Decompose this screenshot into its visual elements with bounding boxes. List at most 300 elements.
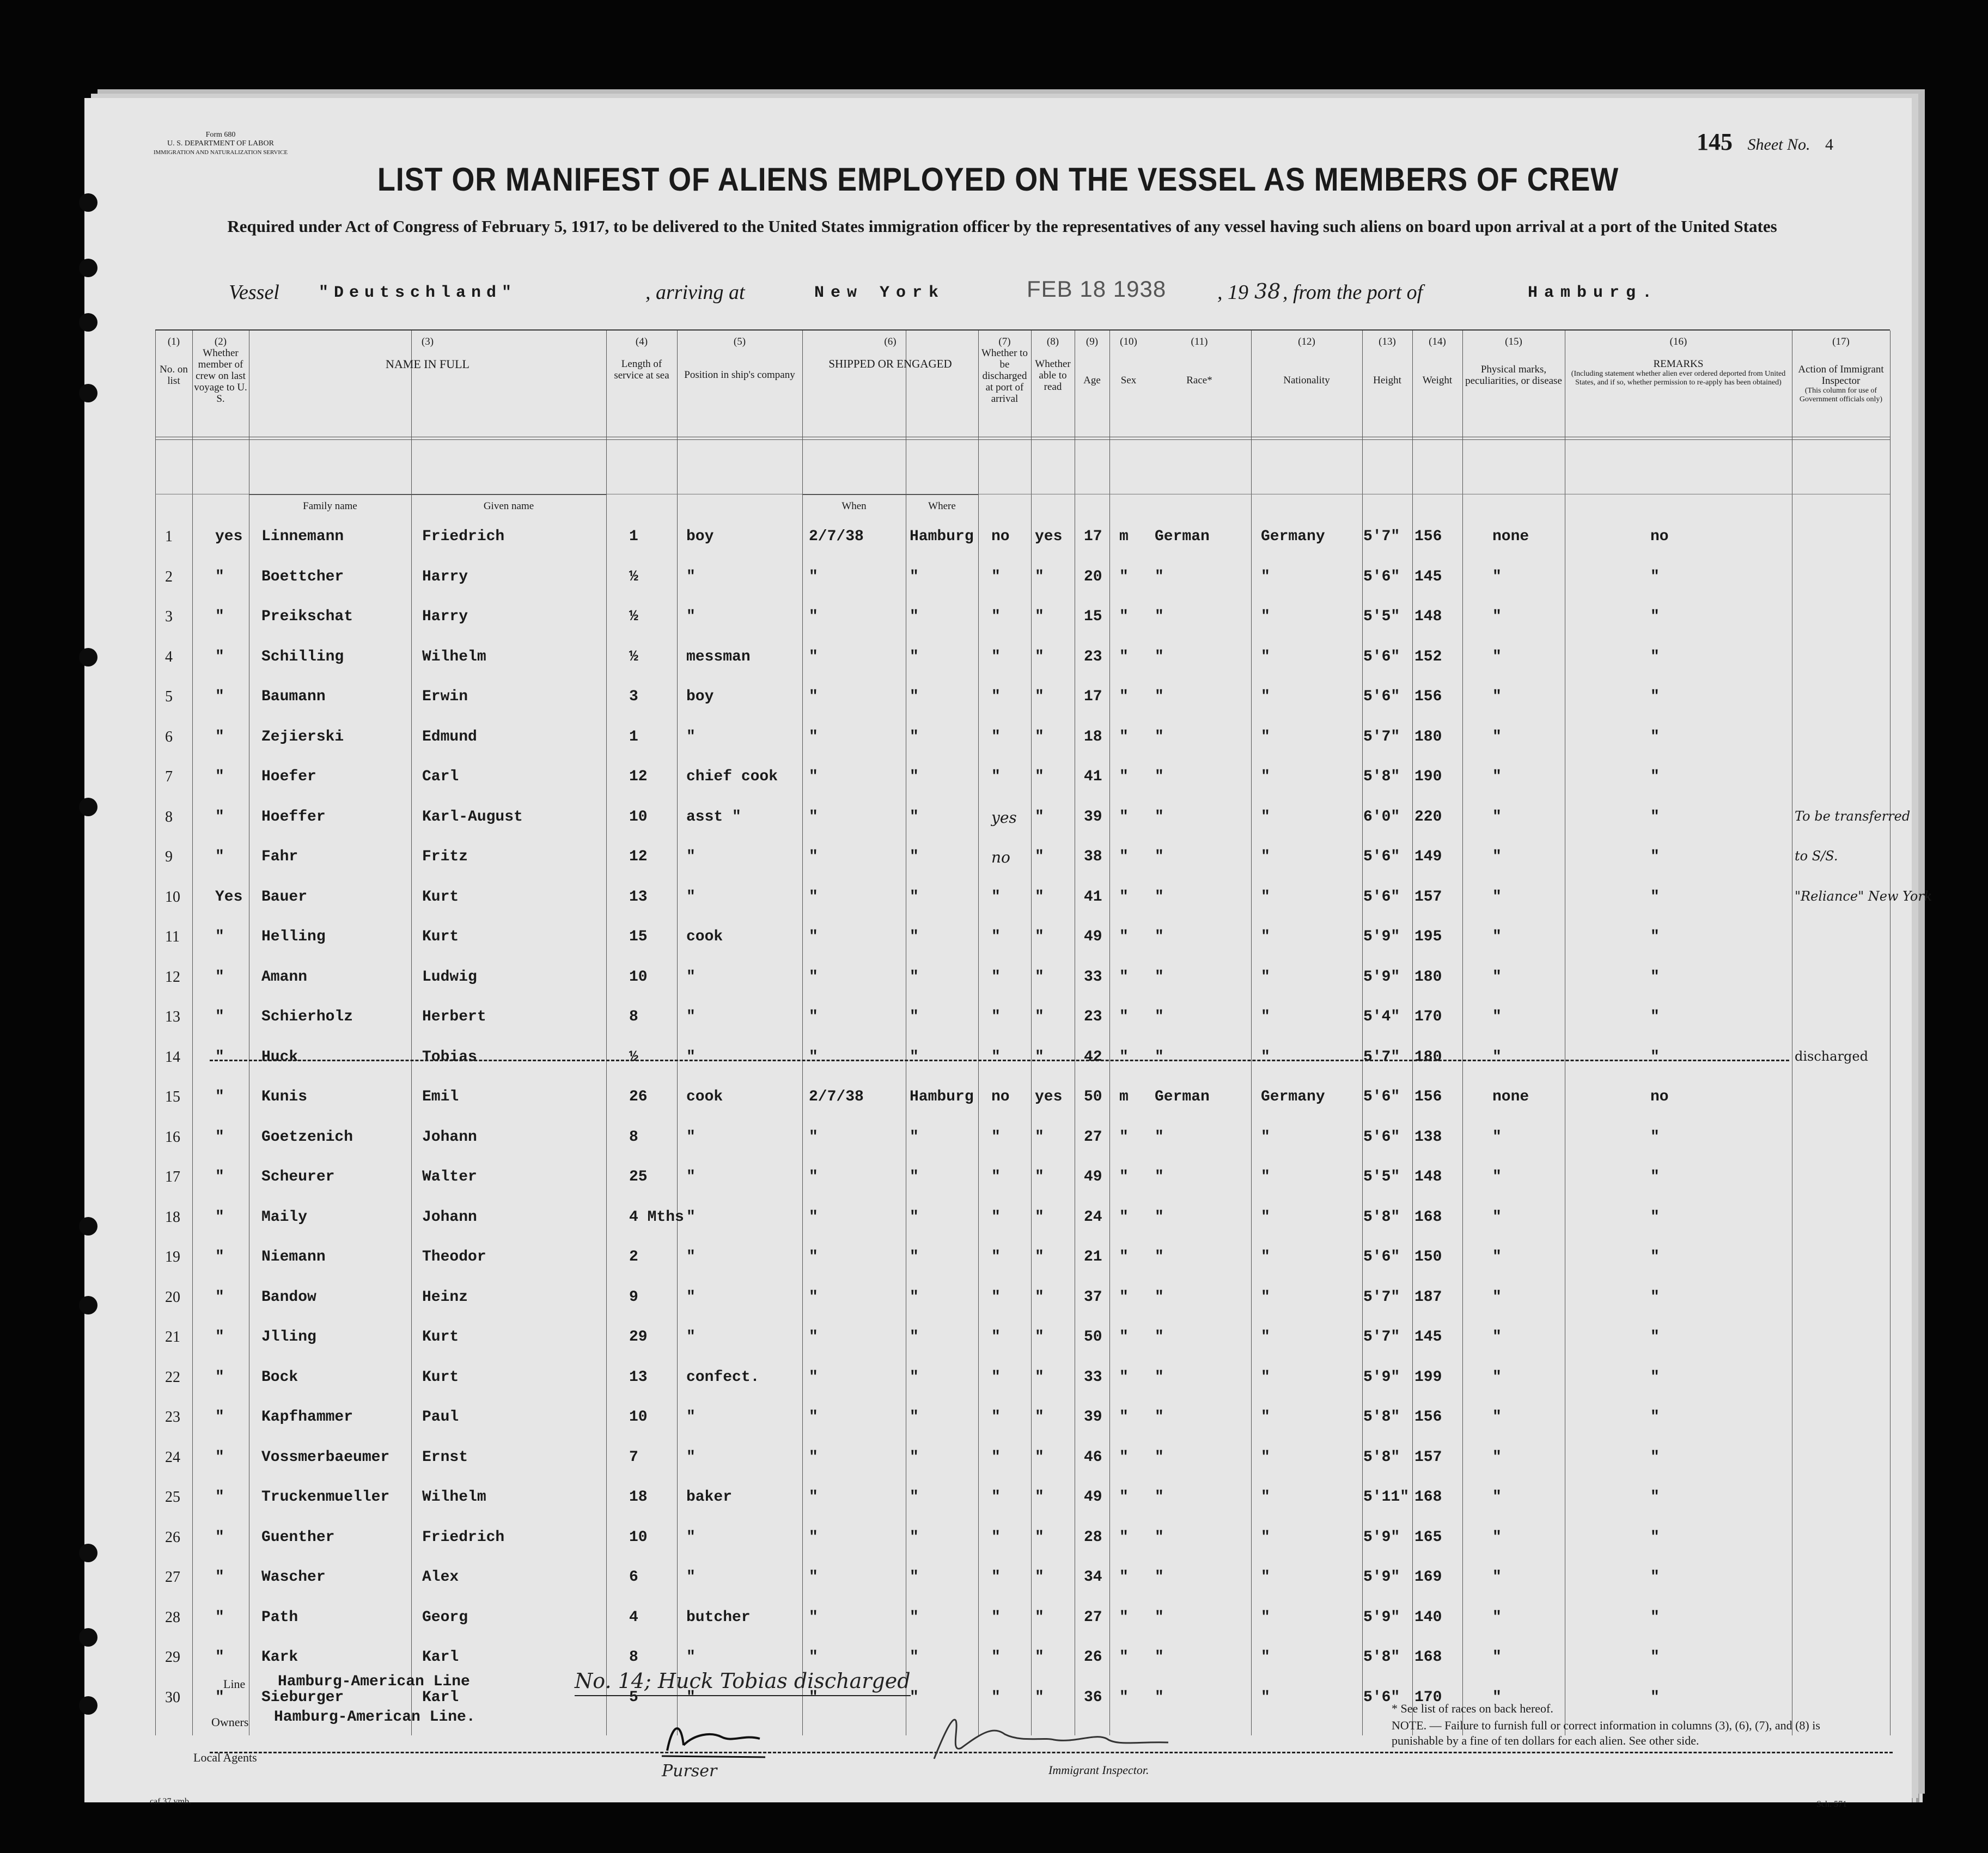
owners-value: Hamburg-American Line. (274, 1709, 475, 1726)
cell-nationality: " (1261, 1368, 1270, 1386)
cell-physical-marks: none (1492, 1088, 1529, 1105)
cell-given-name: Herbert (422, 1008, 486, 1025)
cell-sex: " (1119, 1649, 1129, 1666)
col-11-header: (11) Race* (1148, 336, 1251, 386)
cell-shipped-when: " (809, 1048, 818, 1066)
cell-prev-voyage: " (215, 848, 224, 865)
cell-physical-marks: " (1492, 768, 1502, 785)
cell-age: 36 (1084, 1689, 1102, 1706)
cell-shipped-when: " (809, 848, 818, 865)
cell-prev-voyage: " (215, 1048, 224, 1066)
vessel-label: Vessel (229, 281, 279, 304)
cell-remarks: " (1650, 1048, 1660, 1066)
cell-weight: 156 (1414, 1409, 1442, 1426)
cell-remarks: " (1650, 1649, 1660, 1666)
col-7-header: (7) Whether to be discharged at port of arrival (978, 336, 1031, 405)
cell-sex: " (1119, 1048, 1129, 1066)
cell-remarks: " (1650, 968, 1660, 986)
vessel-name: "Deutschland" (319, 284, 517, 302)
cell-shipped-where: " (910, 1649, 919, 1666)
cell-height: 6'0" (1363, 808, 1400, 825)
cell-weight: 150 (1414, 1249, 1442, 1265)
cell-prev-voyage: " (215, 1208, 224, 1226)
cell-shipped-where: Hamburg (910, 528, 974, 545)
cell-height: 5'6" (1363, 1689, 1400, 1706)
cell-shipped-where: " (910, 768, 919, 785)
cell-shipped-when: " (809, 1288, 818, 1306)
cell-height: 5'8" (1363, 1448, 1400, 1466)
cell-prev-voyage: " (215, 568, 224, 585)
cell-shipped-when: " (809, 1649, 818, 1666)
cell-physical-marks: " (1492, 1489, 1502, 1506)
cell-sex: " (1119, 1249, 1129, 1265)
cell-discharge: " (991, 768, 1001, 785)
cell-physical-marks: " (1492, 1409, 1502, 1426)
cell-prev-voyage: " (215, 1249, 224, 1265)
cell-shipped-when: " (809, 1448, 818, 1466)
cell-physical-marks: " (1492, 808, 1502, 825)
cell-age: 33 (1084, 1368, 1102, 1386)
cell-row-number: 9 (165, 848, 173, 865)
cell-position: " (686, 728, 696, 745)
cell-remarks: " (1650, 1169, 1660, 1185)
cell-remarks: " (1650, 808, 1660, 825)
cell-family-name: Hoefer (261, 768, 316, 785)
cell-given-name: Georg (422, 1609, 468, 1626)
col-marks-label: Physical marks, peculiarities, or disease (1465, 364, 1562, 387)
cell-family-name: Schilling (261, 648, 344, 665)
cell-family-name: Huck (261, 1048, 298, 1066)
cell-position: boy (686, 688, 714, 705)
cell-shipped-when: 2/7/38 (809, 1088, 864, 1105)
cell-physical-marks: " (1492, 888, 1502, 906)
cell-length-of-service: 8 (629, 1008, 638, 1025)
cell-sex: " (1119, 568, 1129, 585)
cell-weight: 157 (1414, 888, 1442, 906)
cell-position: " (686, 1448, 696, 1466)
cell-age: 41 (1084, 768, 1102, 785)
cell-position: " (686, 1649, 696, 1666)
cell-physical-marks: " (1492, 1249, 1502, 1265)
cell-length-of-service: 18 (629, 1489, 648, 1506)
cell-given-name: Wilhelm (422, 1489, 486, 1506)
cell-height: 5'11" (1363, 1489, 1410, 1506)
table-row (155, 1164, 1890, 1204)
cell-position: " (686, 888, 696, 906)
cell-age: 28 (1084, 1528, 1102, 1546)
cell-length-of-service: 10 (629, 1528, 648, 1546)
cell-prev-voyage: " (215, 968, 224, 986)
cell-able-to-read: " (1035, 1048, 1044, 1066)
cell-length-of-service: 15 (629, 928, 648, 945)
cell-discharge: " (991, 1169, 1001, 1185)
cell-prev-voyage: " (215, 928, 224, 945)
cell-weight: 157 (1414, 1448, 1442, 1466)
cell-discharge: no (991, 1088, 1010, 1105)
cell-family-name: Jlling (261, 1329, 316, 1346)
cell-shipped-when: " (809, 728, 818, 745)
cell-race: " (1155, 1008, 1164, 1025)
cell-remarks: " (1650, 1489, 1660, 1506)
cell-family-name: Helling (261, 928, 326, 945)
cell-physical-marks: none (1492, 528, 1529, 545)
cell-height: 5'4" (1363, 1008, 1400, 1025)
cell-family-name: Hoeffer (261, 808, 326, 825)
col-service-label: Length of service at sea (614, 358, 669, 381)
cell-remarks: no (1650, 1088, 1669, 1105)
cell-length-of-service: 25 (629, 1169, 648, 1185)
cell-length-of-service: ½ (629, 648, 638, 665)
cell-prev-voyage: " (215, 1288, 224, 1306)
sheet-value: 4 (1825, 136, 1833, 154)
page-title: LIST OR MANIFEST OF ALIENS EMPLOYED ON THE VESSEL AS MEMBERS OF CREW (377, 161, 1619, 198)
cell-weight: 168 (1414, 1208, 1442, 1226)
cell-able-to-read: " (1035, 1128, 1044, 1146)
cell-sex: " (1119, 1169, 1129, 1185)
cell-given-name: Johann (422, 1208, 477, 1226)
cell-weight: 170 (1414, 1008, 1442, 1025)
cell-able-to-read: " (1035, 1008, 1044, 1025)
cell-shipped-when: " (809, 1368, 818, 1386)
cell-weight: 149 (1414, 848, 1442, 865)
cell-shipped-where: " (910, 1249, 919, 1265)
cell-able-to-read: " (1035, 568, 1044, 585)
from-port: Hamburg. (1528, 284, 1659, 302)
cell-inspector-action: "Reliance" New York (1795, 888, 1932, 904)
cell-race: " (1155, 1329, 1164, 1346)
table-row (155, 604, 1890, 644)
cell-race: " (1155, 1249, 1164, 1265)
cell-length-of-service: 10 (629, 968, 648, 986)
punch-hole (79, 1296, 97, 1314)
cell-shipped-when: " (809, 568, 818, 585)
cell-prev-voyage: " (215, 1368, 224, 1386)
cell-able-to-read: " (1035, 1689, 1044, 1706)
cell-weight: 187 (1414, 1288, 1442, 1306)
cell-weight: 180 (1414, 1048, 1442, 1066)
agents-label: Local Agents (193, 1751, 257, 1764)
col-height-label: Height (1373, 375, 1401, 386)
cell-family-name: Linnemann (261, 528, 344, 545)
cell-discharge: yes (991, 808, 1017, 827)
cell-row-number: 5 (165, 688, 173, 705)
cell-shipped-where: " (910, 1208, 919, 1226)
arriving-label: , arriving at (645, 281, 745, 304)
cell-discharge: " (991, 1409, 1001, 1426)
cell-physical-marks: " (1492, 1689, 1502, 1706)
cell-shipped-when: 2/7/38 (809, 528, 864, 545)
cell-discharge: " (991, 1329, 1001, 1346)
cell-shipped-where: " (910, 1048, 919, 1066)
cell-nationality: " (1261, 1128, 1270, 1146)
cell-nationality: " (1261, 568, 1270, 585)
cell-given-name: Friedrich (422, 528, 505, 545)
cell-weight: 148 (1414, 608, 1442, 625)
cell-discharge: " (991, 888, 1001, 906)
cell-nationality: " (1261, 1249, 1270, 1265)
cell-weight: 165 (1414, 1528, 1442, 1546)
cell-row-number: 7 (165, 768, 173, 785)
line-label: Line (223, 1677, 246, 1691)
cell-height: 5'8" (1363, 768, 1400, 785)
table-row (155, 1484, 1890, 1524)
cell-race: " (1155, 928, 1164, 945)
cell-position: " (686, 1169, 696, 1185)
cell-row-number: 8 (165, 808, 173, 825)
cell-nationality: " (1261, 888, 1270, 906)
cell-able-to-read: " (1035, 928, 1044, 945)
punch-hole (79, 259, 97, 277)
cell-able-to-read: " (1035, 1448, 1044, 1466)
cell-length-of-service: 6 (629, 1569, 638, 1586)
cell-discharge: " (991, 1689, 1001, 1706)
cell-race: " (1155, 1208, 1164, 1226)
cell-shipped-when: " (809, 648, 818, 665)
cell-age: 41 (1084, 888, 1102, 906)
cell-remarks: " (1650, 1368, 1660, 1386)
cell-discharge: no (991, 848, 1010, 866)
cell-height: 5'7" (1363, 528, 1400, 545)
punch-hole (79, 648, 97, 666)
cell-shipped-where: " (910, 1489, 919, 1506)
cell-shipped-when: " (809, 1689, 818, 1706)
cell-race: " (1155, 888, 1164, 906)
cell-given-name: Kurt (422, 888, 459, 906)
date-stamp: FEB 18 1938 (1027, 276, 1167, 302)
cell-row-number: 6 (165, 728, 173, 745)
cell-height: 5'8" (1363, 1409, 1400, 1426)
cell-age: 17 (1084, 688, 1102, 705)
cell-prev-voyage: " (215, 1569, 224, 1586)
cell-physical-marks: " (1492, 848, 1502, 865)
col-9-header: (9) Age (1075, 336, 1109, 386)
col-16-header: (16) REMARKS (Including statement whether alien ever ordered deported from United States, and if so, whether permission to re-apply has been obtained) (1565, 336, 1792, 387)
cell-physical-marks: " (1492, 1008, 1502, 1025)
cell-discharge: " (991, 1128, 1001, 1146)
col-17-header: (17) Action of Immigrant Inspector (This column for use of Government officials only) (1792, 336, 1890, 404)
cell-sex: " (1119, 1128, 1129, 1146)
cell-race: " (1155, 1689, 1164, 1706)
cell-shipped-where: Hamburg (910, 1088, 974, 1105)
cell-height: 5'9" (1363, 928, 1400, 945)
cell-prev-voyage: Yes (215, 888, 243, 906)
cell-age: 50 (1084, 1329, 1102, 1346)
cell-discharge: " (991, 1288, 1001, 1306)
cell-race: " (1155, 1649, 1164, 1666)
cell-shipped-where: " (910, 1368, 919, 1386)
col-sex-label: Sex (1120, 375, 1137, 386)
cell-length-of-service: 3 (629, 688, 638, 705)
cell-length-of-service: 8 (629, 1128, 638, 1146)
col-read-label: Whether able to read (1035, 358, 1071, 393)
cell-weight: 145 (1414, 1329, 1442, 1346)
cell-height: 5'8" (1363, 1208, 1400, 1226)
cell-length-of-service: 4 Mths (629, 1208, 684, 1226)
cell-position: " (686, 1288, 696, 1306)
cell-given-name: Heinz (422, 1288, 468, 1306)
cell-nationality: " (1261, 1569, 1270, 1586)
table-row (155, 1044, 1890, 1084)
cell-shipped-when: " (809, 928, 818, 945)
cell-prev-voyage: " (215, 1088, 224, 1105)
cell-discharge: " (991, 1489, 1001, 1506)
col-8-header: (8) Whether able to read (1031, 336, 1075, 393)
cell-sex: " (1119, 688, 1129, 705)
service-name: IMMIGRATION AND NATURALIZATION SERVICE (153, 149, 288, 156)
cell-position: baker (686, 1489, 733, 1506)
cell-weight: 168 (1414, 1649, 1442, 1666)
cell-able-to-read: " (1035, 768, 1044, 785)
table-row (155, 764, 1890, 804)
cell-discharge: " (991, 728, 1001, 745)
cell-age: 20 (1084, 568, 1102, 585)
cell-height: 5'5" (1363, 1169, 1400, 1185)
cell-shipped-where: " (910, 888, 919, 906)
cell-row-number: 13 (165, 1008, 180, 1025)
cell-height: 5'7" (1363, 1288, 1400, 1306)
cell-given-name: Kurt (422, 1329, 459, 1346)
col-action-label: Action of Immigrant Inspector (1798, 364, 1884, 387)
table-row (155, 1244, 1890, 1284)
cell-height: 5'9" (1363, 968, 1400, 986)
cell-shipped-when: " (809, 1249, 818, 1265)
cell-able-to-read: " (1035, 848, 1044, 865)
cell-row-number: 15 (165, 1088, 180, 1105)
cell-shipped-where: " (910, 808, 919, 825)
cell-able-to-read: " (1035, 608, 1044, 625)
cell-family-name: Baumann (261, 688, 326, 705)
cell-prev-voyage: " (215, 1128, 224, 1146)
cell-physical-marks: " (1492, 1329, 1502, 1346)
cell-shipped-where: " (910, 1569, 919, 1586)
sheet-number (1697, 128, 1833, 156)
cell-length-of-service: 12 (629, 768, 648, 785)
cell-sex: m (1119, 528, 1129, 545)
cell-weight: 140 (1414, 1609, 1442, 1626)
cell-sex: " (1119, 728, 1129, 745)
cell-family-name: Sieburger (261, 1689, 344, 1706)
punch-hole (79, 1628, 97, 1647)
cell-discharge: " (991, 608, 1001, 625)
form-number: Form 680 (205, 131, 236, 139)
cell-able-to-read: " (1035, 808, 1044, 825)
punch-hole (79, 798, 97, 816)
cell-inspector-action: discharged (1795, 1048, 1868, 1064)
col-discharge-label: Whether to be discharged at port of arrival (981, 347, 1028, 405)
cell-nationality: " (1261, 848, 1270, 865)
col-remarks-note: (Including statement whether alien ever ordered deported from United States, and if so, whether permission to re-apply has been obtained) (1571, 370, 1786, 387)
cell-prev-voyage: " (215, 1528, 224, 1546)
cell-given-name: Friedrich (422, 1528, 505, 1546)
cell-age: 49 (1084, 1489, 1102, 1506)
cell-sex: " (1119, 1329, 1129, 1346)
print-code: caf 37 vmb. (150, 1797, 191, 1806)
cell-family-name: Kunis (261, 1088, 308, 1105)
cell-row-number: 24 (165, 1448, 180, 1466)
cell-row-number: 21 (165, 1329, 180, 1346)
cell-discharge: " (991, 928, 1001, 945)
cell-nationality: " (1261, 768, 1270, 785)
col-where-header: Where (928, 500, 956, 512)
cell-length-of-service: 10 (629, 808, 648, 825)
owners-label: Owners (211, 1715, 249, 1729)
cell-age: 38 (1084, 848, 1102, 865)
table-row (155, 884, 1932, 924)
page-number: 145 (1697, 129, 1733, 155)
table-row (155, 1084, 1890, 1124)
col-12-header: (12) Nationality (1251, 336, 1362, 386)
table-row (155, 1004, 1890, 1044)
cell-position: messman (686, 648, 751, 665)
cell-nationality: " (1261, 968, 1270, 986)
cell-discharge: " (991, 1569, 1001, 1586)
cell-family-name: Boettcher (261, 568, 344, 585)
cell-row-number: 17 (165, 1169, 180, 1185)
cell-height: 5'7" (1363, 1048, 1400, 1066)
cell-weight: 138 (1414, 1128, 1442, 1146)
cell-weight: 180 (1414, 728, 1442, 745)
cell-race: " (1155, 1528, 1164, 1546)
cell-prev-voyage: " (215, 728, 224, 745)
cell-weight: 170 (1414, 1689, 1442, 1706)
cell-family-name: Preikschat (261, 608, 353, 625)
cell-shipped-where: " (910, 1609, 919, 1626)
cell-race: " (1155, 1609, 1164, 1626)
cell-given-name: Paul (422, 1409, 459, 1426)
cell-nationality: Germany (1261, 528, 1325, 545)
cell-discharge: " (991, 688, 1001, 705)
cell-sex: " (1119, 1609, 1129, 1626)
cell-prev-voyage: yes (215, 528, 243, 545)
cell-shipped-when: " (809, 1528, 818, 1546)
cell-remarks: " (1650, 568, 1660, 585)
col-15-header: (15) Physical marks, peculiarities, or disease (1462, 336, 1565, 387)
cell-shipped-when: " (809, 1489, 818, 1506)
table-row (155, 724, 1890, 764)
cell-shipped-when: " (809, 1128, 818, 1146)
cell-sex: " (1119, 1288, 1129, 1306)
strike-through-line (210, 1060, 1789, 1061)
inspector-label: Immigrant Inspector. (1048, 1763, 1149, 1777)
cell-nationality: " (1261, 1288, 1270, 1306)
inspector-signature (912, 1710, 1196, 1770)
cell-row-number: 26 (165, 1528, 180, 1546)
cell-physical-marks: " (1492, 1649, 1502, 1666)
cell-able-to-read: " (1035, 1249, 1044, 1265)
cell-discharge: " (991, 1368, 1001, 1386)
cell-able-to-read: yes (1035, 1088, 1063, 1105)
cell-length-of-service: ½ (629, 568, 638, 585)
cell-nationality: " (1261, 648, 1270, 665)
col-prev-voyage-label: Whether member of crew on last voyage to U. S. (194, 347, 247, 405)
cell-nationality: " (1261, 1489, 1270, 1506)
cell-height: 5'6" (1363, 1088, 1400, 1105)
cell-remarks: " (1650, 1609, 1660, 1626)
cell-remarks: " (1650, 1448, 1660, 1466)
cell-race: " (1155, 1048, 1164, 1066)
cell-age: 50 (1084, 1088, 1102, 1105)
cell-race: " (1155, 1288, 1164, 1306)
handwritten-note: No. 14; Huck Tobias discharged (575, 1669, 911, 1696)
cell-position: " (686, 1008, 696, 1025)
cell-remarks: " (1650, 688, 1660, 705)
cell-discharge: " (991, 1008, 1001, 1025)
cell-physical-marks: " (1492, 1448, 1502, 1466)
punch-hole (79, 313, 97, 332)
cell-family-name: Fahr (261, 848, 298, 865)
cell-discharge: " (991, 1249, 1001, 1265)
cell-family-name: Goetzenich (261, 1128, 353, 1146)
